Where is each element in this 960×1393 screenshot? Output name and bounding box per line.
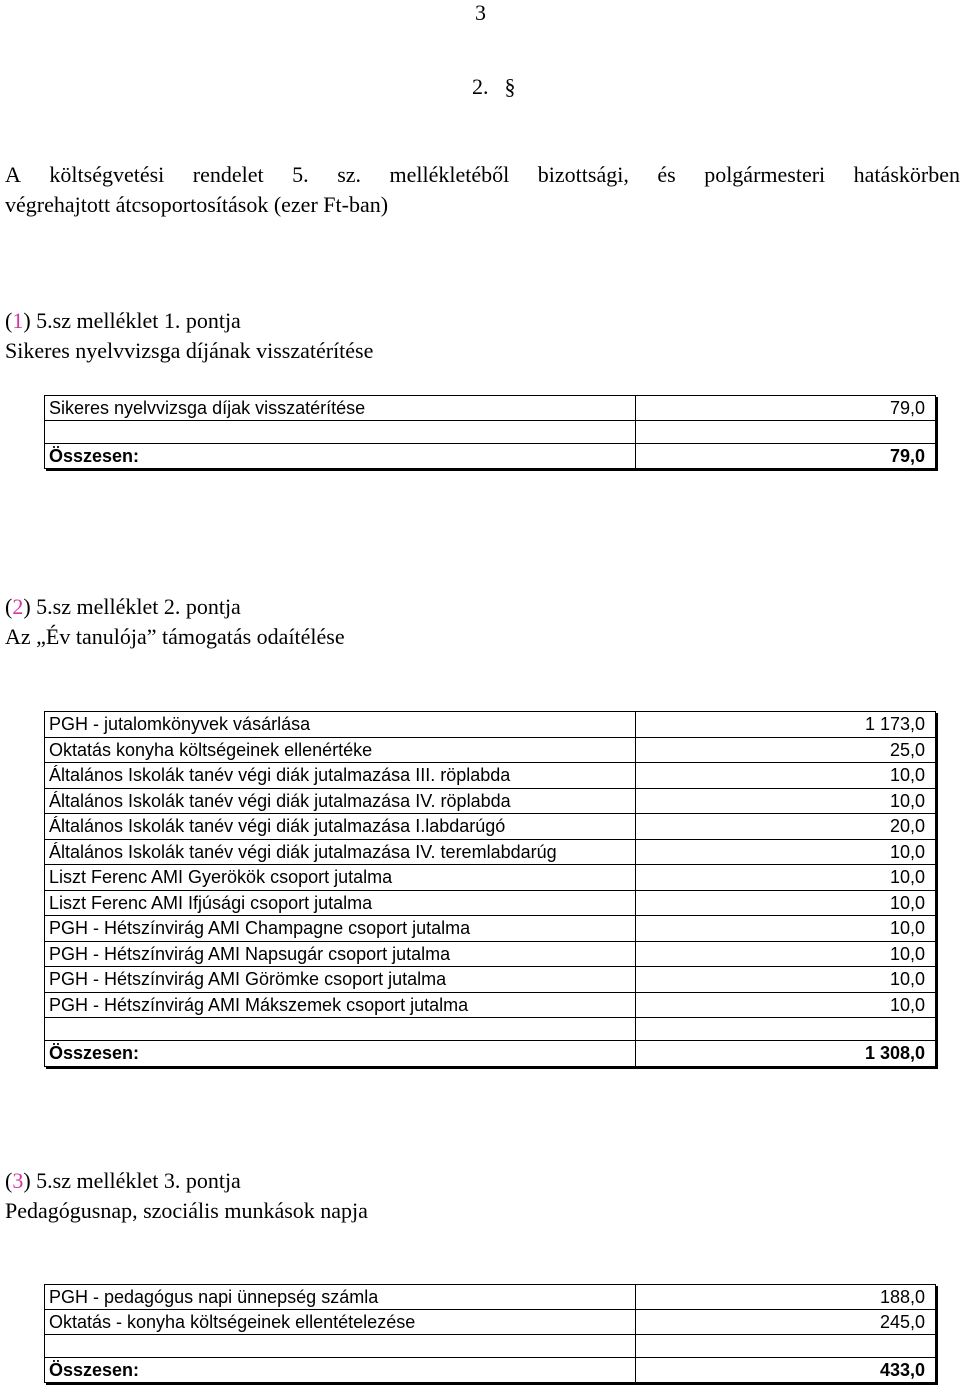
table-row bbox=[45, 1310, 936, 1335]
total-label: Összesen: bbox=[45, 1358, 636, 1383]
intro-word: sz. bbox=[337, 162, 362, 187]
intro-line-1 bbox=[5, 160, 960, 190]
section-2-number: 2 bbox=[12, 594, 24, 619]
page-number: 3 bbox=[475, 0, 486, 25]
row-label: PGH - Hétszínvirág AMI Mákszemek csoport jutalma bbox=[45, 992, 636, 1018]
paragraph-sign: § bbox=[504, 74, 516, 99]
table-row bbox=[45, 941, 936, 967]
intro-line-2: végrehajtott átcsoportosítások (ezer Ft-ban) bbox=[5, 192, 389, 217]
row-value: 10,0 bbox=[636, 992, 936, 1018]
total-row bbox=[45, 444, 936, 469]
blank-row bbox=[45, 1335, 936, 1358]
blank-row bbox=[45, 421, 936, 444]
row-label: PGH - Hétszínvirág AMI Champagne csoport jutalma bbox=[45, 916, 636, 942]
total-value: 433,0 bbox=[636, 1358, 936, 1383]
section-3-number: 3 bbox=[12, 1168, 24, 1193]
intro-word: rendelet bbox=[192, 162, 264, 187]
intro-word: mellékletéből bbox=[389, 162, 510, 187]
total-row bbox=[45, 1358, 936, 1383]
row-value: 10,0 bbox=[636, 941, 936, 967]
row-value: 10,0 bbox=[636, 839, 936, 865]
intro-word: és bbox=[657, 162, 676, 187]
table-row bbox=[45, 865, 936, 891]
table-row bbox=[45, 916, 936, 942]
table-row bbox=[45, 737, 936, 763]
row-value: 10,0 bbox=[636, 967, 936, 993]
table-row bbox=[45, 967, 936, 993]
section-1-number: 1 bbox=[12, 308, 24, 333]
table-row bbox=[45, 1285, 936, 1310]
row-label: Oktatás - konyha költségeinek ellentételezése bbox=[45, 1310, 636, 1335]
row-value: 10,0 bbox=[636, 890, 936, 916]
section-3-title: Pedagógusnap, szociális munkások napja bbox=[5, 1198, 368, 1223]
row-label: Általános Iskolák tanév végi diák jutalmazása IV. teremlabdarúg bbox=[45, 839, 636, 865]
section-heading bbox=[472, 74, 516, 100]
total-label: Összesen: bbox=[45, 444, 636, 469]
intro-word: költségvetési bbox=[49, 162, 165, 187]
row-value: 10,0 bbox=[636, 865, 936, 891]
intro-word: bizottsági, bbox=[537, 162, 629, 187]
intro-word: 5. bbox=[292, 162, 309, 187]
section-number: 2. bbox=[472, 74, 489, 99]
section-2-ref: (2) 5.sz melléklet 2. pontja bbox=[5, 594, 241, 619]
total-label: Összesen: bbox=[45, 1041, 636, 1067]
row-label: Oktatás konyha költségeinek ellenértéke bbox=[45, 737, 636, 763]
table-row bbox=[45, 712, 936, 738]
table-row bbox=[45, 839, 936, 865]
blank-row bbox=[45, 1018, 936, 1041]
section-2-title: Az „Év tanulója” támogatás odaítélése bbox=[5, 624, 345, 649]
row-value: 245,0 bbox=[636, 1310, 936, 1335]
section-3-ref: (3) 5.sz melléklet 3. pontja bbox=[5, 1168, 241, 1193]
section-3-table bbox=[44, 1284, 936, 1383]
section-1-heading bbox=[5, 306, 373, 366]
section-2-heading bbox=[5, 592, 345, 652]
section-2-table bbox=[44, 711, 936, 1067]
section-1-title: Sikeres nyelvvizsga díjának visszatérítése bbox=[5, 338, 374, 363]
row-value: 79,0 bbox=[636, 396, 936, 421]
row-label: PGH - pedagógus napi ünnepség számla bbox=[45, 1285, 636, 1310]
row-value: 188,0 bbox=[636, 1285, 936, 1310]
row-label: PGH - Hétszínvirág AMI Napsugár csoport jutalma bbox=[45, 941, 636, 967]
row-value: 10,0 bbox=[636, 763, 936, 789]
row-label: Liszt Ferenc AMI Gyerökök csoport jutalma bbox=[45, 865, 636, 891]
table-row bbox=[45, 814, 936, 840]
table-row bbox=[45, 788, 936, 814]
section-1-ref: (1) 5.sz melléklet 1. pontja bbox=[5, 308, 241, 333]
row-label: Sikeres nyelvvizsga díjak visszatérítése bbox=[45, 396, 636, 421]
table-row bbox=[45, 396, 936, 421]
section-1-table bbox=[44, 395, 936, 469]
total-row bbox=[45, 1041, 936, 1067]
row-label: Általános Iskolák tanév végi diák jutalmazása III. röplabda bbox=[45, 763, 636, 789]
row-label: Liszt Ferenc AMI Ifjúsági csoport jutalma bbox=[45, 890, 636, 916]
section-3-heading bbox=[5, 1166, 368, 1226]
table-row bbox=[45, 992, 936, 1018]
row-value: 1 173,0 bbox=[636, 712, 936, 738]
row-label: PGH - Hétszínvirág AMI Görömke csoport jutalma bbox=[45, 967, 636, 993]
row-value: 20,0 bbox=[636, 814, 936, 840]
intro-word: A bbox=[5, 162, 21, 187]
row-label: Általános Iskolák tanév végi diák jutalmazása I.labdarúgó bbox=[45, 814, 636, 840]
table-row bbox=[45, 890, 936, 916]
total-value: 79,0 bbox=[636, 444, 936, 469]
row-value: 25,0 bbox=[636, 737, 936, 763]
row-value: 10,0 bbox=[636, 916, 936, 942]
row-label: PGH - jutalomkönyvek vásárlása bbox=[45, 712, 636, 738]
total-value: 1 308,0 bbox=[636, 1041, 936, 1067]
row-value: 10,0 bbox=[636, 788, 936, 814]
table-row bbox=[45, 763, 936, 789]
row-label: Általános Iskolák tanév végi diák jutalmazása IV. röplabda bbox=[45, 788, 636, 814]
intro-word: hatáskörben bbox=[853, 162, 960, 187]
intro-text bbox=[5, 160, 960, 220]
intro-word: polgármesteri bbox=[704, 162, 826, 187]
